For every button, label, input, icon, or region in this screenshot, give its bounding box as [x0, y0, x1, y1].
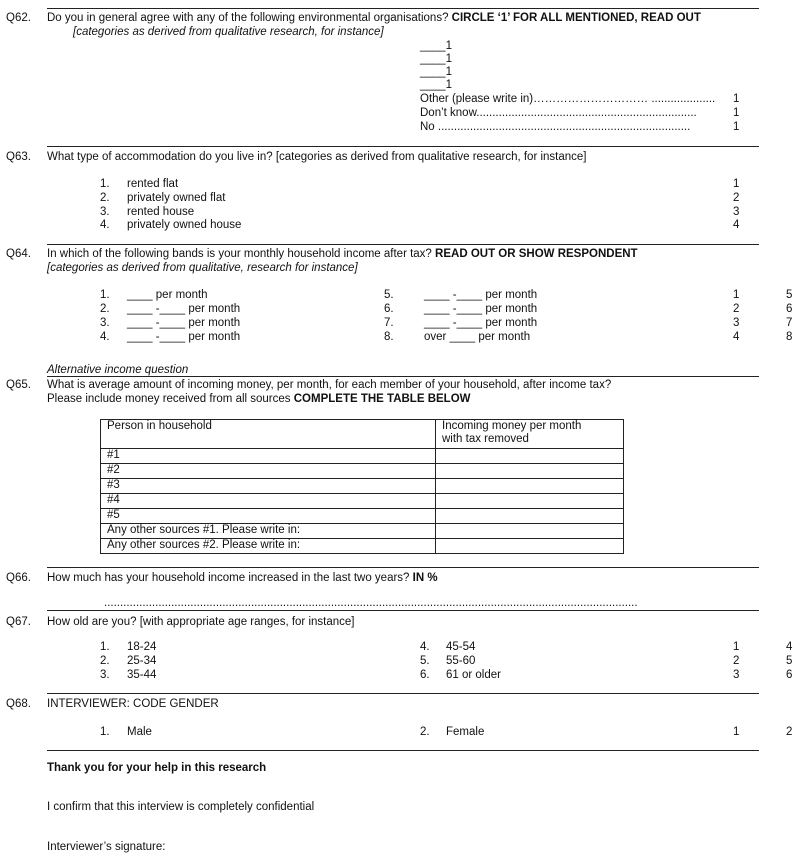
- q62-top-rule: [47, 8, 759, 9]
- q67-right-5-label: 55-60: [446, 655, 476, 667]
- table-row-amount-cell[interactable]: [436, 494, 624, 509]
- q63-option-4-label: privately owned house: [127, 219, 242, 231]
- q62-no-code: 1: [733, 121, 740, 133]
- thanks-text: Thank you for your help in this research: [47, 762, 267, 774]
- q64-left-2-label: ____ -____ per month: [127, 303, 241, 315]
- table-row: [101, 449, 624, 464]
- table-row-amount-cell[interactable]: [436, 539, 624, 554]
- q65-text-2: Please include money received from all sources: [47, 393, 291, 405]
- income-table-col-money-line1: Incoming money per month: [442, 420, 582, 432]
- table-row-person: #3: [101, 479, 436, 494]
- q64-right-7-label: ____ -____ per month: [424, 317, 538, 329]
- q67-right-6-num: 6.: [420, 669, 430, 681]
- q64-right-8-label: over ____ per month: [424, 331, 531, 343]
- q67-left-3-num: 3.: [100, 669, 110, 681]
- alt-income-heading: Alternative income question: [47, 364, 189, 376]
- q63-option-2-code: 2: [733, 192, 740, 204]
- q68-top-rule: [47, 693, 759, 694]
- q62-blank-1: ____1: [420, 40, 452, 52]
- q67-text: How old are you? [with appropriate age ranges, for instance]: [47, 616, 355, 628]
- q67-number: Q67.: [6, 616, 31, 628]
- q64-left-2-num: 2.: [100, 303, 110, 315]
- q68-option-1-num: 1.: [100, 726, 110, 738]
- q63-top-rule: [47, 146, 759, 147]
- q62-blank-4: ____1: [420, 79, 452, 91]
- q62-text: Do you in general agree with any of the following environmental organisations?: [47, 12, 449, 24]
- q62-dontknow-label: Don’t know.....................................................................: [420, 107, 697, 119]
- q64-right-6-num: 6.: [384, 303, 394, 315]
- q63-option-1-num: 1.: [100, 178, 110, 190]
- table-row-person: #2: [101, 464, 436, 479]
- q64-right-8-num: 8.: [384, 331, 394, 343]
- income-table-col-money: [436, 420, 624, 449]
- q67-right-6-label: 61 or older: [446, 669, 501, 681]
- q65-text-1: What is average amount of incoming money, per month, for each member of your household, after income tax?: [47, 379, 612, 391]
- q66-text: How much has your household income increased in the last two years?: [47, 572, 410, 584]
- q68-option-2-num: 2.: [420, 726, 430, 738]
- q67-left-1-label: 18-24: [127, 641, 157, 653]
- table-row-person: Any other sources #1. Please write in:: [101, 524, 436, 539]
- table-row-person: #4: [101, 494, 436, 509]
- q64-code-4: 4: [733, 331, 740, 343]
- q64-code-1: 1: [733, 289, 740, 301]
- q64-left-1-num: 1.: [100, 289, 110, 301]
- table-row-person: #1: [101, 449, 436, 464]
- q62-blank-3: ____1: [420, 66, 452, 78]
- q67-code-2: 2: [733, 655, 740, 667]
- q62-other-code: 1: [733, 93, 740, 105]
- q62-number: Q62.: [6, 12, 31, 24]
- q67-left-2-num: 2.: [100, 655, 110, 667]
- q68-code-1: 1: [733, 726, 740, 738]
- q64-code-5: 5: [786, 289, 793, 301]
- q64-code-7: 7: [786, 317, 793, 329]
- q67-code-3: 3: [733, 669, 740, 681]
- table-row: [101, 524, 624, 539]
- income-table-col-money-line2: with tax removed: [442, 433, 529, 445]
- q66-top-rule: [47, 567, 759, 568]
- confidential-statement: I confirm that this interview is completely confidential: [47, 801, 315, 813]
- interviewer-signature-label: Interviewer’s signature:: [47, 841, 166, 853]
- table-row-amount-cell[interactable]: [436, 524, 624, 539]
- q67-right-4-label: 45-54: [446, 641, 476, 653]
- q68-option-1-label: Male: [127, 726, 152, 738]
- q67-code-1: 1: [733, 641, 740, 653]
- q66-answer-line[interactable]: .......................................................................................................................................................................: [104, 597, 638, 609]
- q64-code-8: 8: [786, 331, 793, 343]
- q62-dontknow-code: 1: [733, 107, 740, 119]
- q63-option-2-label: privately owned flat: [127, 192, 226, 204]
- q67-right-4-num: 4.: [420, 641, 430, 653]
- q64-number: Q64.: [6, 248, 31, 260]
- income-table-header: [101, 420, 624, 449]
- q64-question: [47, 247, 638, 261]
- income-table: [100, 419, 624, 554]
- q66-instruction: IN %: [412, 572, 438, 584]
- q65-instruction: COMPLETE THE TABLE BELOW: [293, 393, 471, 405]
- q63-option-2-num: 2.: [100, 192, 110, 204]
- q64-left-1-label: ____ per month: [127, 289, 208, 301]
- q62-no-label: No ...............................................................................: [420, 121, 691, 133]
- q64-code-6: 6: [786, 303, 793, 315]
- q67-left-2-label: 25-34: [127, 655, 157, 667]
- q62-question: [47, 11, 701, 25]
- q62-note: [categories as derived from qualitative research, for instance]: [73, 26, 384, 38]
- q63-option-4-code: 4: [733, 219, 740, 231]
- q68-bottom-rule: [47, 750, 759, 751]
- table-row: [101, 539, 624, 554]
- q67-left-3-label: 35-44: [127, 669, 157, 681]
- q67-code-4: 4: [786, 641, 793, 653]
- q64-code-3: 3: [733, 317, 740, 329]
- income-table-col-person: Person in household: [101, 420, 436, 449]
- q67-top-rule: [47, 610, 759, 611]
- q63-text: What type of accommodation do you live in? [categories as derived from qualitative research, for instance]: [47, 151, 587, 163]
- q68-number: Q68.: [6, 698, 31, 710]
- q63-option-1-code: 1: [733, 178, 740, 190]
- q64-left-4-num: 4.: [100, 331, 110, 343]
- q67-code-6: 6: [786, 669, 793, 681]
- q65-top-rule: [47, 376, 759, 377]
- q64-left-3-label: ____ -____ per month: [127, 317, 241, 329]
- table-row-amount-cell[interactable]: [436, 509, 624, 524]
- q64-right-5-label: ____ -____ per month: [424, 289, 538, 301]
- q66-number: Q66.: [6, 572, 31, 584]
- q62-other-label: Other (please write in)………………………… ....................: [420, 93, 716, 105]
- q68-option-2-label: Female: [446, 726, 485, 738]
- q64-left-4-label: ____ -____ per month: [127, 331, 241, 343]
- q64-code-2: 2: [733, 303, 740, 315]
- q64-right-7-num: 7.: [384, 317, 394, 329]
- table-row-person: Any other sources #2. Please write in:: [101, 539, 436, 554]
- q64-right-5-num: 5.: [384, 289, 394, 301]
- q64-note: [categories as derived from qualitative, research for instance]: [47, 262, 358, 274]
- q64-instruction: READ OUT OR SHOW RESPONDENT: [435, 248, 638, 260]
- table-row-person: #5: [101, 509, 436, 524]
- q63-option-3-num: 3.: [100, 206, 110, 218]
- q64-text: In which of the following bands is your monthly household income after tax?: [47, 248, 432, 260]
- q63-number: Q63.: [6, 151, 31, 163]
- table-row: [101, 479, 624, 494]
- q66-question: [47, 571, 438, 585]
- q64-right-6-label: ____ -____ per month: [424, 303, 538, 315]
- table-row-amount-cell[interactable]: [436, 449, 624, 464]
- q64-left-3-num: 3.: [100, 317, 110, 329]
- q65-question-2: [47, 392, 471, 406]
- q64-top-rule: [47, 244, 759, 245]
- table-row: [101, 464, 624, 479]
- table-row-amount-cell[interactable]: [436, 464, 624, 479]
- q65-number: Q65.: [6, 379, 31, 391]
- q67-code-5: 5: [786, 655, 793, 667]
- q67-left-1-num: 1.: [100, 641, 110, 653]
- table-row: [101, 509, 624, 524]
- q68-text: INTERVIEWER: CODE GENDER: [47, 698, 219, 710]
- table-row-amount-cell[interactable]: [436, 479, 624, 494]
- q63-option-4-num: 4.: [100, 219, 110, 231]
- q68-code-2: 2: [786, 726, 793, 738]
- q62-blank-2: ____1: [420, 53, 452, 65]
- q62-instruction: CIRCLE ‘1’ FOR ALL MENTIONED, READ OUT: [451, 12, 701, 24]
- q63-option-3-label: rented house: [127, 206, 195, 218]
- table-row: [101, 494, 624, 509]
- q63-option-1-label: rented flat: [127, 178, 179, 190]
- q63-option-3-code: 3: [733, 206, 740, 218]
- q67-right-5-num: 5.: [420, 655, 430, 667]
